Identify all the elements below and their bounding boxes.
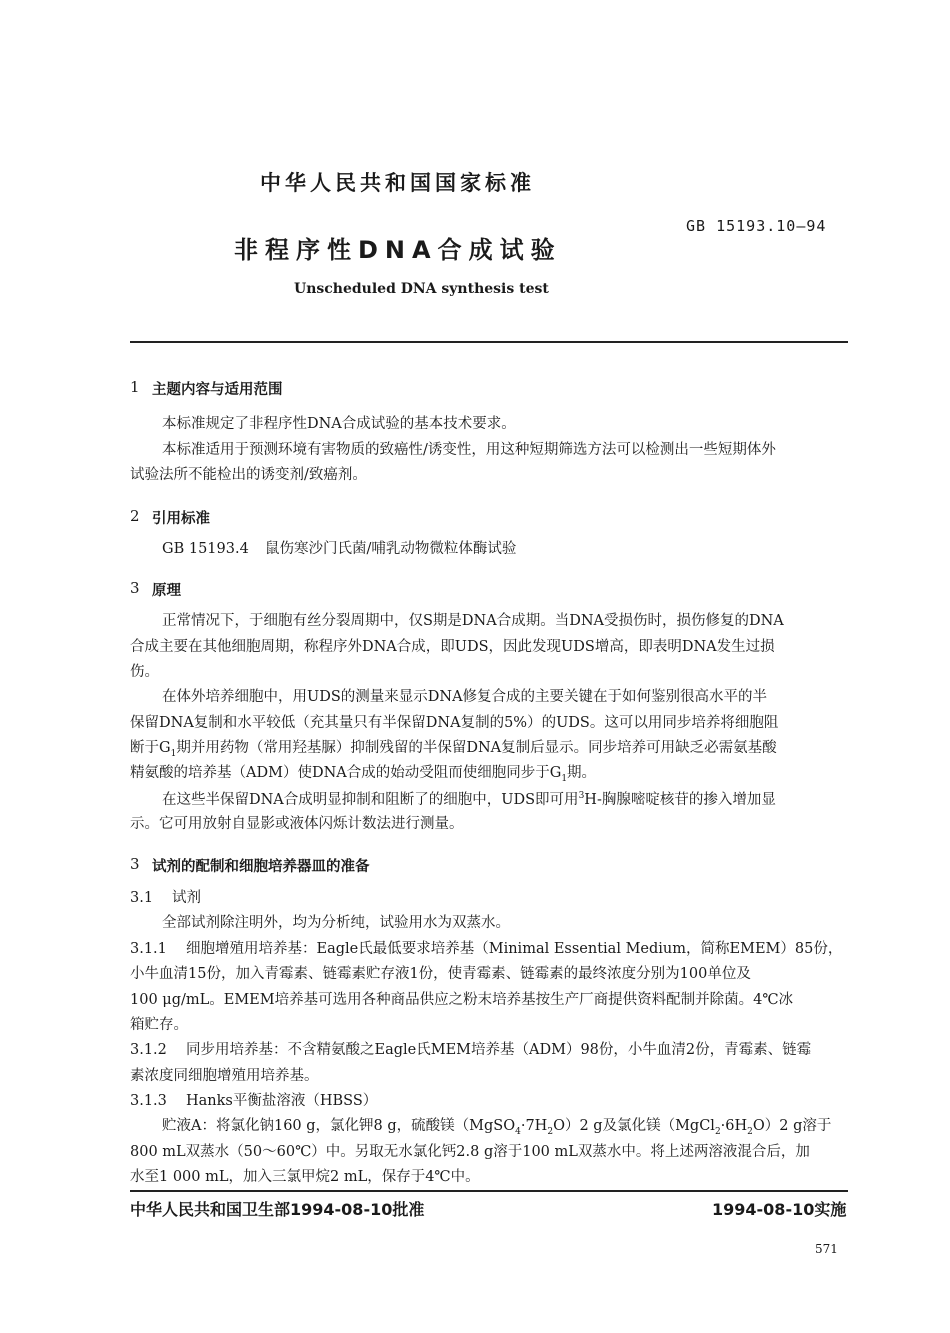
section-2-number: 2 [130, 507, 140, 525]
subsection-3-1-3-line-c: 水至1 000 mL，加入三氯甲烷2 mL，保存于4℃中。 [130, 1169, 480, 1185]
issuing-authority: 中华人民共和国国家标准 [260, 171, 535, 195]
header-divider [130, 341, 848, 343]
section-1-title: 主题内容与适用范围 [152, 382, 283, 398]
subsection-3-1-1-line-b: 小牛血清15份，加入青霉素、链霉素贮存液1份，使青霉素、链霉素的最终浓度分别为100单位及 [130, 966, 751, 982]
effective-date: 1994-08-10实施 [712, 1200, 847, 1219]
section-2-title: 引用标准 [152, 511, 210, 527]
standard-number: GB 15193.10—94 [686, 217, 827, 235]
subsection-3-1-paragraph: 全部试剂除注明外，均为分析纯，试验用水为双蒸水。 [162, 915, 510, 931]
subsection-3-1-1-number: 3.1.1 [130, 941, 167, 957]
section-1-paragraph-2b: 试验法所不能检出的诱变剂/致癌剂。 [130, 467, 367, 483]
section-4-number: 3 [130, 855, 140, 873]
page-number: 571 [815, 1242, 838, 1256]
subsection-3-1-title: 试剂 [172, 890, 201, 906]
subsection-3-1-1-line-c: 100 μg/mL。EMEM培养基可选用各种商品供应之粉末培养基按生产厂商提供资料配制并除菌。4℃冰 [130, 992, 794, 1008]
principle-paragraph-3a: 在这些半保留DNA合成明显抑制和阻断了的细胞中，UDS即可用$^3$H-胸腺嘧啶核苷的掺入增加显 [162, 791, 776, 808]
principle-paragraph-1c: 伤。 [130, 664, 159, 680]
principle-paragraph-1b: 合成主要在其他细胞周期，称程序外DNA合成，即UDS，因此发现UDS增高，即表明DNA发生过损 [130, 639, 775, 655]
document-title-english: Unscheduled DNA synthesis test [294, 281, 549, 297]
subsection-3-1-1-line-a: 细胞增殖用培养基：Eagle氏最低要求培养基（Minimal Essential Medium，简称EMEM）85份， [186, 941, 843, 957]
footer-divider [130, 1190, 848, 1192]
principle-paragraph-2d: 精氨酸的培养基（ADM）使DNA合成的始动受阻而使细胞同步于$G_1$期。 [130, 765, 597, 784]
principle-paragraph-2c: 断于$G_1$期并用药物（常用羟基脲）抑制残留的半保留DNA复制后显示。同步培养可用缺乏必需氨基酸 [130, 740, 777, 759]
reference-title: 鼠伤寒沙门氏菌/哺乳动物微粒体酶试验 [265, 541, 517, 557]
reference-code: GB 15193.4 [162, 541, 249, 557]
section-1-paragraph-2a: 本标准适用于预测环境有害物质的致癌性/诱变性，用这种短期筛选方法可以检测出一些短期体外 [162, 442, 776, 458]
section-1-number: 1 [130, 378, 140, 396]
section-3-number: 3 [130, 579, 140, 597]
subsection-3-1-number: 3.1 [130, 890, 154, 906]
subsection-3-1-2-line-a: 同步用培养基：不含精氨酸之Eagle氏MEM培养基（ADM）98份，小牛血清2份，青霉素、链霉 [186, 1042, 812, 1058]
section-4-title: 试剂的配制和细胞培养器皿的准备 [152, 859, 370, 875]
section-3-title: 原理 [152, 583, 181, 599]
subsection-3-1-3-line-a: 贮液A：将氯化钠160 g，氯化钾8 g，硫酸镁$(MgSO_4\cdot 7H_2O)2$ g及氯化镁$(MgCl_2\cdot 6H_2O)2$ g溶于 [162, 1118, 832, 1137]
subsection-3-1-1-line-d: 箱贮存。 [130, 1017, 188, 1033]
subsection-3-1-2-number: 3.1.2 [130, 1042, 167, 1058]
principle-paragraph-2a: 在体外培养细胞中，用UDS的测量来显示DNA修复合成的主要关键在于如何鉴别很高水平的半 [162, 689, 768, 705]
subsection-3-1-3-title: Hanks平衡盐溶液（HBSS） [186, 1093, 378, 1109]
principle-paragraph-3b: 示。它可用放射自显影或液体闪烁计数法进行测量。 [130, 816, 464, 832]
subsection-3-1-3-line-b: 800 mL双蒸水（50～60℃）中。另取无水氯化钙2.8 g溶于100 mL双蒸水中。将上述两溶液混合后，加 [130, 1144, 810, 1160]
principle-paragraph-2b: 保留DNA复制和水平较低（充其量只有半保留DNA复制的5%）的UDS。这可以用同步培养将细胞阻 [130, 715, 779, 731]
subsection-3-1-3-number: 3.1.3 [130, 1093, 167, 1109]
document-title: 非程序性DNA合成试验 [234, 236, 562, 264]
subsection-3-1-2-line-b: 素浓度同细胞增殖用培养基。 [130, 1068, 319, 1084]
principle-paragraph-1a: 正常情况下，于细胞有丝分裂周期中，仅S期是DNA合成期。当DNA受损伤时，损伤修复的DNA [162, 613, 784, 629]
section-1-paragraph-1: 本标准规定了非程序性DNA合成试验的基本技术要求。 [162, 416, 516, 432]
approval-date: 中华人民共和国卫生部1994-08-10批准 [130, 1200, 425, 1219]
